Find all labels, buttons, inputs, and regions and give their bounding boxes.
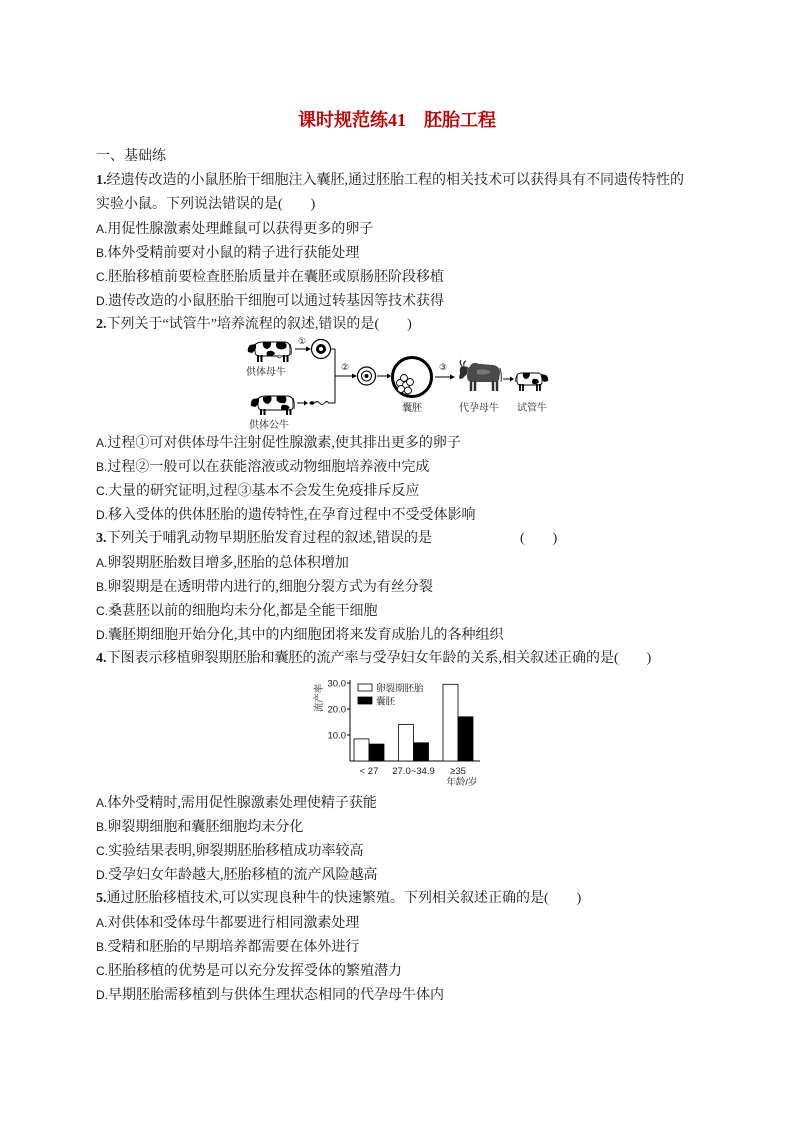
y-axis-label: 流产率 [314, 683, 325, 713]
answer-bracket: ( ) [278, 197, 316, 212]
option-b [96, 815, 794, 839]
question-3 [96, 527, 794, 647]
option-b [96, 455, 794, 479]
question-2 [96, 313, 794, 527]
option-text: 早期胚胎需移植到与供体生理状态相同的代孕母牛体内 [108, 988, 444, 1003]
surrogate-cow-label: 代孕母牛 [459, 403, 499, 414]
option-d [96, 863, 794, 887]
surrogate-cow-icon [459, 360, 501, 391]
option-letter: C. [96, 484, 108, 498]
option-c [96, 265, 794, 289]
option-text: 用促性腺激素处理雌鼠可以获得更多的卵子 [107, 222, 374, 237]
x-tick-labels [360, 766, 466, 777]
option-letter: C. [96, 604, 108, 618]
option-a [96, 431, 794, 455]
legend-label-cleavage: 卵裂期胚胎 [376, 683, 424, 695]
donor-cow-icon [248, 342, 292, 362]
zygote-icon [358, 367, 376, 385]
calf-icon [516, 373, 549, 391]
question-stem-text: 经遗传改造的小鼠胚胎干细胞注入囊胚,通过胚胎工程的相关技术可以获得具有不同遗传特性的 [106, 173, 684, 188]
option-text: 过程①可对供体母牛注射促性腺激素,使其排出更多的卵子 [107, 436, 461, 451]
bars [354, 684, 473, 761]
option-a [96, 217, 794, 241]
option-b [96, 575, 794, 599]
option-letter: D. [96, 294, 108, 308]
bar-series1-2 [458, 717, 473, 761]
bar-series0-0 [354, 739, 369, 761]
option-text: 体外受精时,需用促性腺激素处理使精子获能 [107, 796, 377, 811]
calf-label: 试管牛 [517, 403, 547, 414]
option-text: 遗传改造的小鼠胚胎干细胞可以通过转基因等技术获得 [108, 294, 444, 309]
x-tick-label: 27.0~34.9 [392, 766, 435, 777]
birth-arrow [503, 377, 514, 382]
question-stem-text: 下列关于“试管牛”培养流程的叙述,错误的是 [106, 317, 375, 332]
question-stem [96, 887, 794, 911]
blastocyst-icon [393, 358, 432, 397]
page-title: 课时规范练41 胚胎工程 [298, 110, 496, 130]
option-a [96, 911, 794, 935]
option-text: 卵裂期是在透明带内进行的,细胞分裂方式为有丝分裂 [107, 580, 433, 595]
question-number: 1. [96, 173, 107, 188]
option-c [96, 839, 794, 863]
question-stem [96, 193, 794, 217]
option-letter: B. [96, 580, 108, 594]
option-letter: A. [96, 796, 108, 810]
option-c [96, 479, 794, 503]
question-stem [96, 169, 794, 193]
legend-swatch-blastocyst [358, 697, 372, 704]
y-ticks [328, 679, 351, 742]
step2-marker: ② [340, 363, 350, 373]
step1-marker: ① [297, 337, 307, 347]
option-text: 卵裂期细胞和囊胚细胞均未分化 [107, 820, 304, 835]
option-text: 移入受体的供体胚胎的遗传特性,在孕育过程中不受受体影响 [108, 508, 476, 523]
option-letter: A. [96, 916, 108, 930]
option-text: 卵裂期胚胎数目增多,胚胎的总体积增加 [107, 556, 349, 571]
x-axis-label: 年龄/岁 [446, 777, 478, 788]
question-number: 3. [96, 531, 107, 546]
y-tick-label: 20.0 [327, 704, 346, 716]
option-letter: D. [96, 628, 108, 642]
question-stem-text: 实验小鼠。下列说法错误的是 [96, 197, 278, 212]
option-letter: D. [96, 988, 108, 1002]
question-stem [96, 647, 794, 671]
option-d [96, 623, 794, 647]
question-number: 4. [96, 651, 107, 666]
question-stem-text: 下图表示移植卵裂期胚胎和囊胚的流产率与受孕妇女年龄的关系,相关叙述正确的是 [106, 651, 614, 666]
y-tick-label: 10.0 [327, 730, 346, 742]
step3-marker: ③ [438, 363, 448, 373]
bar-series0-1 [399, 725, 414, 761]
fertilization-connector [329, 349, 336, 403]
section-heading: 一、基础练 [96, 149, 166, 164]
option-letter: B. [96, 940, 108, 954]
option-text: 胚胎移植的优势是可以充分发挥受体的繁殖潜力 [108, 964, 402, 979]
cleavage-arrow [377, 374, 391, 379]
option-letter: A. [96, 222, 108, 236]
option-text: 囊胚期细胞开始分化,其中的内细胞团将来发育成胎儿的各种组织 [108, 628, 504, 643]
y-tick-label: 30.0 [327, 678, 346, 690]
question-stem-text: 通过胚胎移植技术,可以实现良种牛的快速繁殖。下列相关叙述正确的是 [106, 891, 544, 906]
option-b [96, 241, 794, 265]
option-letter: A. [96, 436, 108, 450]
x-tick-label: < 27 [359, 766, 379, 777]
donor-bull-label: 供体公牛 [249, 420, 289, 431]
miscarriage-rate-bar-chart [0, 671, 794, 791]
sperm-arrow [297, 401, 308, 406]
option-d [96, 983, 794, 1007]
question-5 [96, 887, 794, 1007]
question-stem [96, 313, 794, 337]
answer-bracket: ( ) [544, 891, 582, 906]
legend [358, 683, 424, 708]
answer-bracket: ( ) [520, 531, 558, 546]
question-4 [96, 647, 794, 887]
option-text: 受孕妇女年龄越大,胚胎移植的流产风险越高 [108, 868, 378, 883]
option-letter: D. [96, 868, 108, 882]
option-text: 对供体和受体母牛都要进行相同激素处理 [107, 916, 360, 931]
option-letter: C. [96, 964, 108, 978]
answer-bracket: ( ) [374, 317, 412, 332]
option-letter: B. [96, 820, 108, 834]
option-b [96, 935, 794, 959]
option-c [96, 599, 794, 623]
question-1 [96, 169, 794, 313]
answer-bracket: ( ) [614, 651, 652, 666]
step2-arrow [335, 374, 357, 379]
option-letter: C. [96, 270, 108, 284]
option-c [96, 959, 794, 983]
option-text: 桑葚胚以前的细胞均未分化,都是全能干细胞 [108, 604, 378, 619]
option-a [96, 551, 794, 575]
donor-bull-icon [251, 396, 295, 415]
option-letter: B. [96, 460, 108, 474]
bar-series0-2 [443, 684, 458, 761]
x-tick-label: ≥35 [450, 766, 466, 777]
option-letter: A. [96, 556, 108, 570]
step3-arrow [435, 375, 455, 380]
test-tube-cow-flow-diagram [0, 337, 794, 431]
option-a [96, 791, 794, 815]
legend-swatch-cleavage [358, 684, 372, 691]
option-text: 胚胎移植前要检查胚胎质量并在囊胚或原肠胚阶段移植 [108, 270, 444, 285]
bar-series1-0 [369, 744, 384, 761]
option-letter: B. [96, 246, 108, 260]
option-letter: C. [96, 844, 108, 858]
option-text: 体外受精前要对小鼠的精子进行获能处理 [107, 246, 360, 261]
legend-label-blastocyst: 囊胚 [376, 696, 396, 708]
bar-series1-1 [414, 743, 429, 761]
step1-arrow [295, 347, 311, 352]
option-d [96, 503, 794, 527]
question-stem-text: 下列关于哺乳动物早期胚胎发育过程的叙述,错误的是 [106, 531, 432, 546]
option-text: 过程②一般可以在获能溶液或动物细胞培养液中完成 [107, 460, 430, 475]
donor-cow-label: 供体母牛 [246, 367, 286, 378]
option-letter: D. [96, 508, 108, 522]
option-text: 大量的研究证明,过程③基本不会发生免疫排斥反应 [108, 484, 420, 499]
option-d [96, 289, 794, 313]
option-text: 受精和胚胎的早期培养都需要在体外进行 [107, 940, 360, 955]
sperm-icon [309, 401, 328, 405]
question-number: 2. [96, 317, 107, 332]
question-stem [96, 527, 794, 551]
question-number: 5. [96, 891, 107, 906]
blastocyst-label: 囊胚 [402, 403, 422, 414]
egg-cell-icon [312, 340, 331, 359]
option-text: 实验结果表明,卵裂期胚胎移植成功率较高 [108, 844, 364, 859]
